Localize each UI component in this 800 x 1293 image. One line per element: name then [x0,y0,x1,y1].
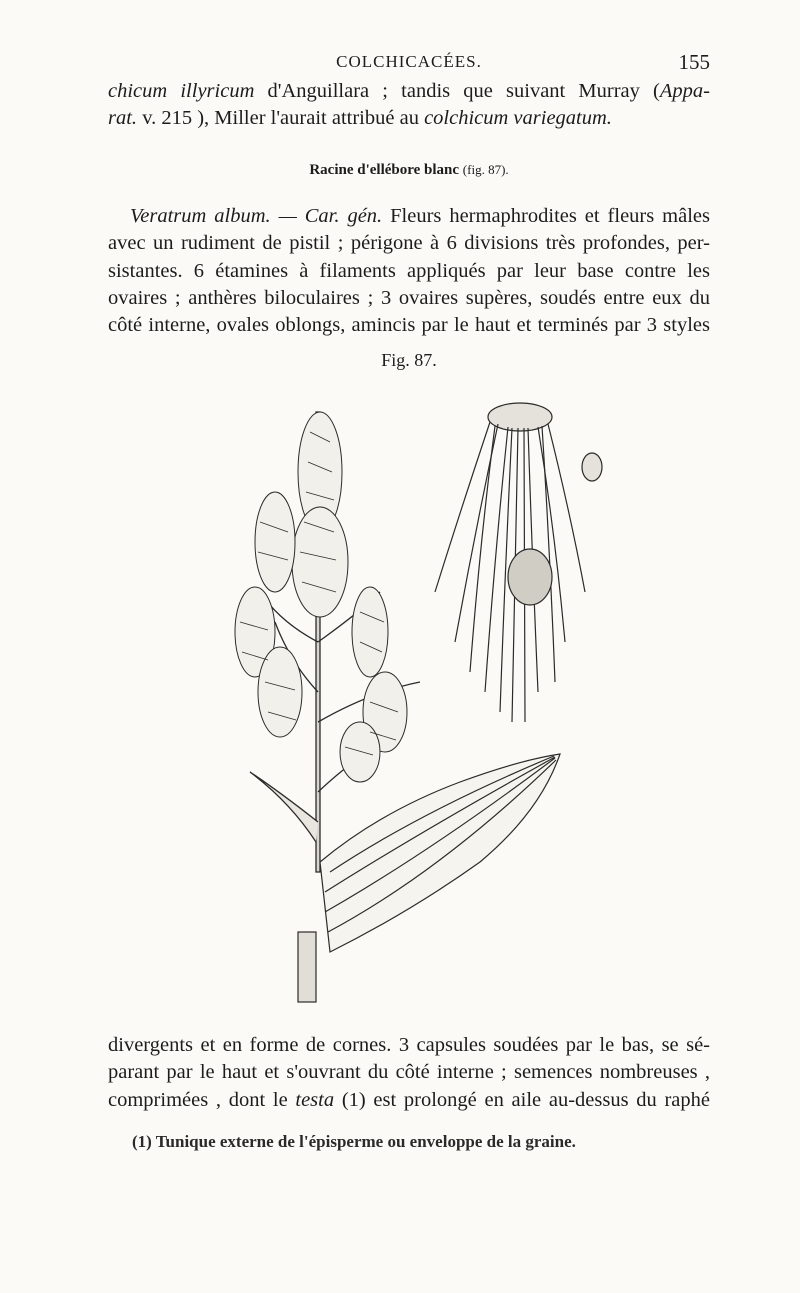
description-line-4: ovaires ; anthères biloculaires ; 3 ovaires supères, soudés entre eux du [108,286,710,309]
leaf-drawing [298,754,560,1002]
continuation-text-a: comprimées , dont le [108,1088,296,1111]
section-heading [108,162,710,179]
veratrum-illustration [220,392,610,1012]
section-heading-text: Racine d'ellébore blanc [309,162,460,178]
description-paragraph [108,203,710,339]
intro-italic-3: rat. [108,107,138,130]
description-line-3: sistantes. 6 étamines à filaments appliqués par leur base contre les [108,259,710,282]
intro-line-2 [108,105,710,132]
continuation-line-1: divergents et en forme de cornes. 3 capsules soudées par le bas, se sé- [108,1034,710,1056]
description-line-5: côté interne, ovales oblongs, amincis par le haut et terminés par 3 styles [108,314,710,337]
intro-italic-1: chicum illyricum [108,80,255,102]
intro-italic-4: colchicum variegatum. [424,107,612,130]
section-figure-ref: (fig. 87). [462,162,509,177]
description-text-1: Fleurs hermaphrodites et fleurs mâles [382,205,710,227]
intro-paragraph [108,78,710,133]
continuation-line-3 [108,1087,710,1114]
rhizome-drawing [435,403,602,722]
page-header [108,52,710,76]
running-title: COLCHICACÉES. [336,52,482,71]
intro-line-1 [108,78,710,105]
intro-italic-2: Appa- [659,80,710,102]
continuation-text-b: (1) est prolongé en aile au-dessus du raphé [334,1088,710,1111]
figure-label: Fig. 87. [381,350,437,370]
testa-term: testa [295,1088,335,1111]
species-name: Veratrum album. — Car. gén. [130,205,383,227]
intro-text-2: v. 215 ), Miller l'aurait attribué au [137,107,425,130]
description-line-2: avec un rudiment de pistil ; périgone à 6 divisions très profondes, per- [108,232,710,255]
continuation-paragraph [108,1032,710,1114]
footnote: (1) Tunique externe de l'épisperme ou enveloppe de la graine. [132,1132,576,1151]
page-number: 155 [678,50,710,74]
intro-text-1: d'Anguillara ; tandis que suivant Murray ( [254,80,660,102]
description-line-1 [108,203,710,230]
continuation-line-2: parant par le haut et s'ouvrant du côté interne ; semences nombreuses , [108,1061,710,1084]
